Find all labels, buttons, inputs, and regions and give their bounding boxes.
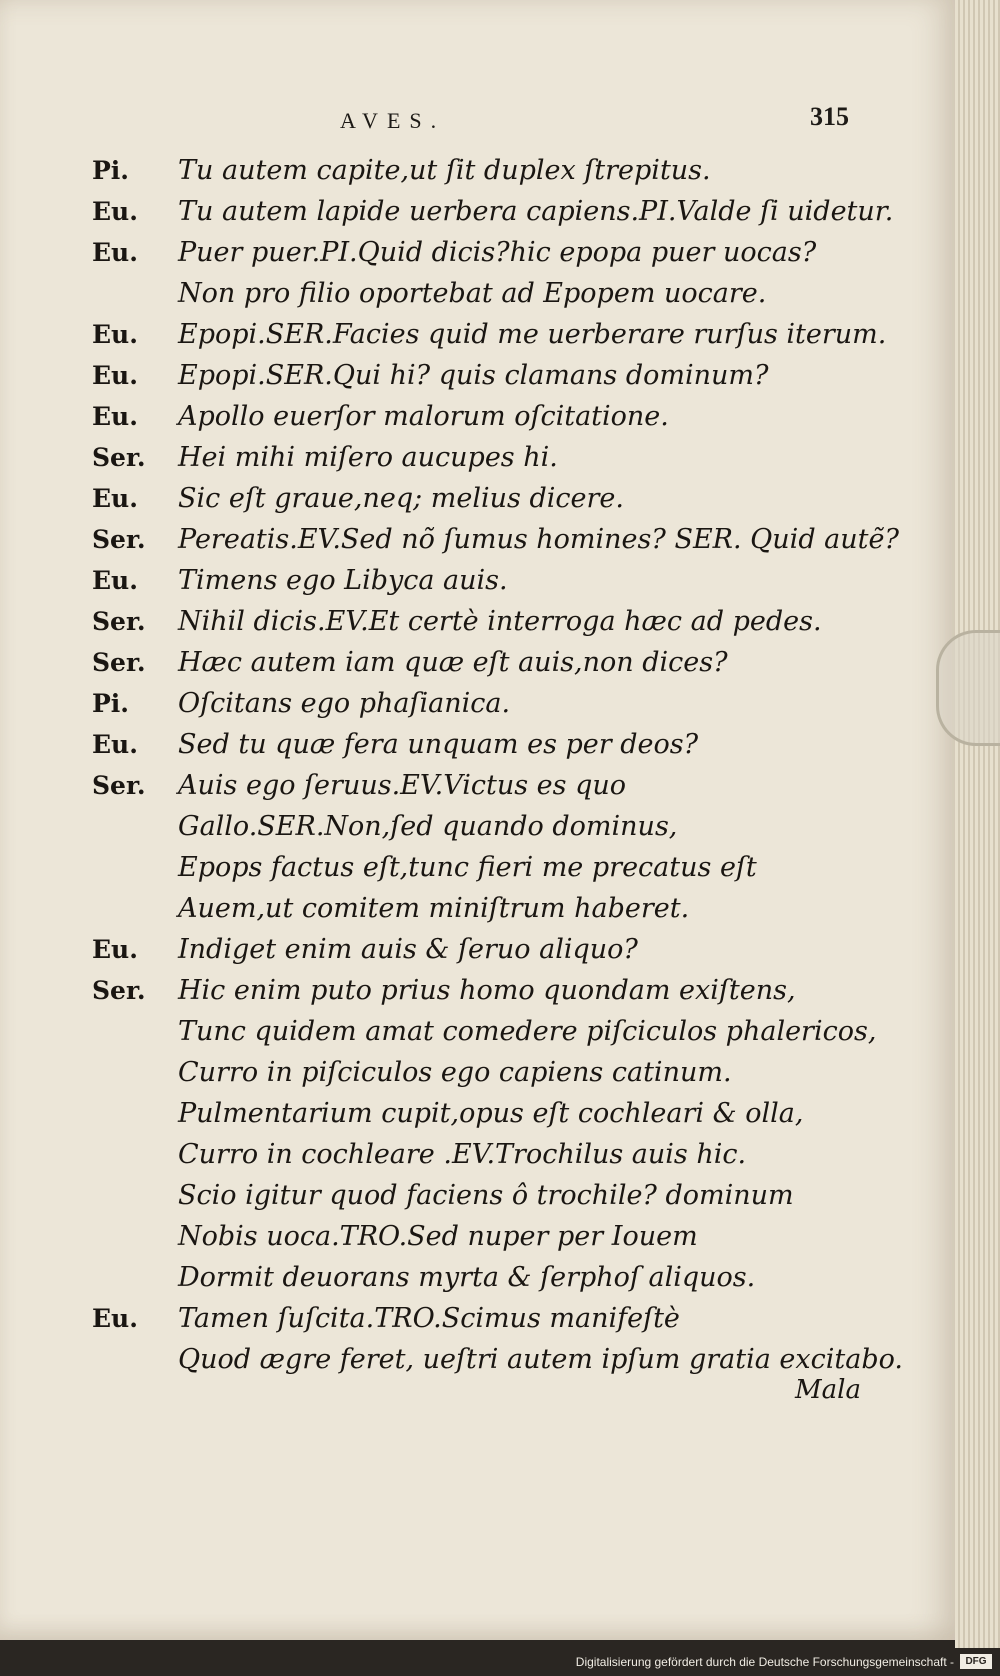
dialogue-line <box>92 355 882 396</box>
dfg-logo: DFG <box>960 1654 992 1669</box>
dialogue-line <box>92 191 894 232</box>
dialogue-text-block <box>92 150 903 1380</box>
verse-text: Hei mihi miſero aucupes hi. <box>178 442 558 473</box>
dialogue-line <box>92 1175 882 1216</box>
page-edges <box>955 0 1000 1655</box>
speaker-label: Eu. <box>92 320 138 349</box>
speaker-label: Eu. <box>92 197 138 226</box>
dialogue-line <box>92 1011 882 1052</box>
speaker-label: Eu. <box>92 730 138 759</box>
verse-text: Sic eſt graue,neq; melius dicere. <box>178 483 624 514</box>
dialogue-line <box>92 642 882 683</box>
verse-text: Pereatis.EV.Sed nõ ſumus homines? SER. Quid autẽ? <box>178 524 899 555</box>
verse-text: Dormit deuorans myrta & ſerphoſ aliquos. <box>178 1262 756 1293</box>
speaker-label: Ser. <box>92 771 146 800</box>
dialogue-line <box>92 1216 882 1257</box>
book-clip <box>936 630 1000 746</box>
speaker-label: Eu. <box>92 484 138 513</box>
verse-text: Nobis uoca.TRO.Sed nuper per Iouem <box>178 1221 698 1252</box>
dialogue-line <box>92 847 882 888</box>
verse-text: Hæc autem iam quæ eſt auis,non dices? <box>178 647 728 678</box>
dialogue-line <box>92 232 882 273</box>
verse-text: Pulmentarium cupit,opus eſt cochleari & olla, <box>178 1098 804 1129</box>
speaker-label: Ser. <box>92 525 146 554</box>
verse-text: Scio igitur quod faciens ô trochile? dominum <box>178 1180 794 1211</box>
speaker-label: Eu. <box>92 935 138 964</box>
speaker-label: Pi. <box>92 689 129 718</box>
verse-text: Curro in cochleare .EV.Trochilus auis hic. <box>178 1139 747 1170</box>
dialogue-line <box>92 519 899 560</box>
footer-credit: Digitalisierung gefördert durch die Deutsche Forschungsgemeinschaft - <box>575 1655 954 1669</box>
verse-text: Apollo euerſor malorum oſcitatione. <box>178 401 669 432</box>
speaker-label: Ser. <box>92 607 146 636</box>
page-number: 315 <box>810 102 849 131</box>
verse-text: Hic enim puto prius homo quondam exiſtens, <box>178 975 796 1006</box>
dialogue-line <box>92 806 882 847</box>
dialogue-line <box>92 437 882 478</box>
dialogue-line <box>92 765 882 806</box>
verse-text: Indiget enim auis & ſeruo aliquo? <box>178 934 638 965</box>
speaker-label: Pi. <box>92 156 129 185</box>
dialogue-line <box>92 970 882 1011</box>
dialogue-line <box>92 396 882 437</box>
speaker-label: Eu. <box>92 361 138 390</box>
verse-text: Auis ego ſeruus.EV.Victus es quo <box>178 770 627 801</box>
dialogue-line <box>92 150 882 191</box>
dialogue-line <box>92 1134 882 1175</box>
verse-text: Tu autem lapide uerbera capiens.PI.Valde ſi uidetur. <box>178 196 894 227</box>
verse-text: Epops factus eſt,tunc fieri me precatus eſt <box>178 852 757 883</box>
verse-text: Tamen ſuſcita.TRO.Scimus manifeſtè <box>178 1303 680 1334</box>
dialogue-line <box>92 601 882 642</box>
verse-text: Epopi.SER.Facies quid me uerberare rurſus iterum. <box>178 319 887 350</box>
verse-text: Epopi.SER.Qui hi? quis clamans dominum? <box>178 360 769 391</box>
footer-bar <box>0 1648 1000 1676</box>
dialogue-line <box>92 1298 882 1339</box>
verse-text: Sed tu quæ fera unquam es per deos? <box>178 729 699 760</box>
speaker-label: Ser. <box>92 976 146 1005</box>
verse-text: Gallo.SER.Non,ſed quando dominus, <box>178 811 678 842</box>
dialogue-line <box>92 929 882 970</box>
speaker-label: Eu. <box>92 402 138 431</box>
dialogue-line <box>92 1093 882 1134</box>
dialogue-line <box>92 273 882 314</box>
verse-text: Curro in piſciculos ego capiens catinum. <box>178 1057 732 1088</box>
dialogue-line <box>92 683 882 724</box>
dialogue-line <box>92 1257 882 1298</box>
verse-text: Puer puer.PI.Quid dicis?hic epopa puer uocas? <box>178 237 817 268</box>
verse-text: Tunc quidem amat comedere piſciculos phalericos, <box>178 1016 877 1047</box>
dialogue-line <box>92 314 887 355</box>
verse-text: Timens ego Libyca auis. <box>178 565 508 596</box>
verse-text: Quod ægre feret, ueſtri autem ipſum gratia excitabo. <box>178 1344 903 1375</box>
dialogue-line <box>92 1052 882 1093</box>
speaker-label: Eu. <box>92 566 138 595</box>
page-header <box>0 102 955 142</box>
speaker-label: Ser. <box>92 443 146 472</box>
speaker-label: Eu. <box>92 1304 138 1333</box>
dialogue-line <box>92 478 882 519</box>
verse-text: Nihil dicis.EV.Et certè interroga hæc ad pedes. <box>178 606 822 637</box>
catchword: Mala <box>795 1375 861 1405</box>
verse-text: Oſcitans ego phaſianica. <box>178 688 511 719</box>
running-title: AVES. <box>340 108 446 133</box>
speaker-label: Ser. <box>92 648 146 677</box>
dialogue-line <box>92 560 882 601</box>
speaker-label: Eu. <box>92 238 138 267</box>
verse-text: Auem,ut comitem miniſtrum haberet. <box>178 893 690 924</box>
dialogue-line <box>92 1339 903 1380</box>
verse-text: Tu autem capite,ut ſit duplex ſtrepitus. <box>178 155 711 186</box>
verse-text: Non pro filio oportebat ad Epopem uocare. <box>178 278 767 309</box>
dialogue-line <box>92 888 882 929</box>
dialogue-line <box>92 724 882 765</box>
